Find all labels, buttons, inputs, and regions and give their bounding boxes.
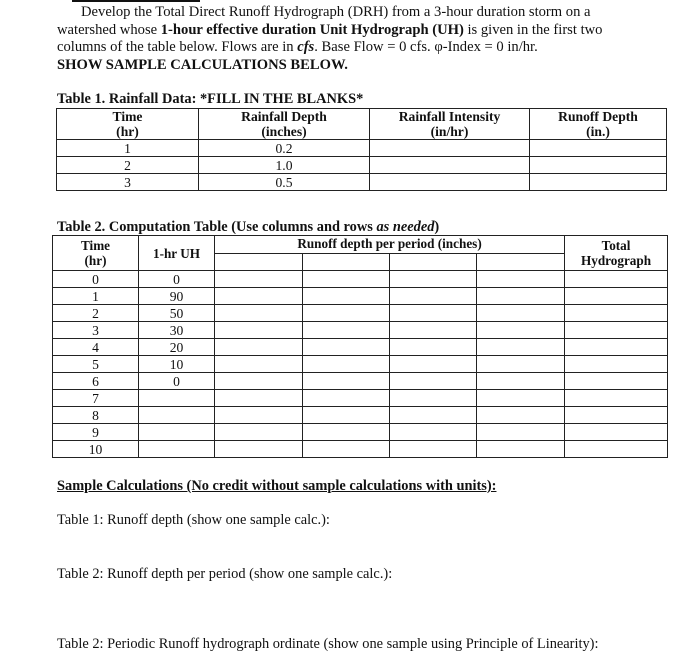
intro-line-3 xyxy=(57,39,677,57)
runoff-period-cell[interactable] xyxy=(390,356,477,373)
runoff-period-cell[interactable] xyxy=(303,305,390,322)
runoff-period-cell[interactable] xyxy=(303,288,390,305)
runoff-period-cell[interactable] xyxy=(477,441,565,458)
table2-time-cell: 0 xyxy=(53,271,139,288)
runoff-period-cell[interactable] xyxy=(303,271,390,288)
runoff-period-cell[interactable] xyxy=(215,373,303,390)
runoff-period-cell[interactable] xyxy=(390,305,477,322)
total-hydrograph-cell[interactable] xyxy=(565,373,668,390)
table-row xyxy=(53,407,668,424)
total-hydrograph-cell[interactable] xyxy=(565,305,668,322)
table1-runoff-blank[interactable] xyxy=(530,157,667,174)
runoff-period-cell[interactable] xyxy=(215,441,303,458)
runoff-period-cell[interactable] xyxy=(477,356,565,373)
table2-uh-cell: 50 xyxy=(139,305,215,322)
runoff-period-cell[interactable] xyxy=(477,339,565,356)
table1-intensity-blank[interactable] xyxy=(370,157,530,174)
runoff-period-cell[interactable] xyxy=(215,407,303,424)
table-row xyxy=(53,441,668,458)
intro-instruction: SHOW SAMPLE CALCULATIONS BELOW. xyxy=(57,56,348,73)
table2-time-cell: 5 xyxy=(53,356,139,373)
runoff-period-cell[interactable] xyxy=(390,407,477,424)
table1-depth-cell: 1.0 xyxy=(199,157,370,174)
question-table2-hydrograph: Table 2: Periodic Runoff hydrograph ordinate (show one sample using Principle of Linearity): xyxy=(57,636,599,652)
table1-time-cell: 3 xyxy=(57,174,199,191)
runoff-period-cell[interactable] xyxy=(477,271,565,288)
intro-line-2 xyxy=(57,22,677,40)
runoff-period-cell[interactable] xyxy=(215,253,303,271)
table-row xyxy=(53,305,668,322)
top-rule xyxy=(72,0,200,2)
table1-depth-cell: 0.5 xyxy=(199,174,370,191)
table-row xyxy=(57,174,667,191)
runoff-period-cell[interactable] xyxy=(477,322,565,339)
runoff-period-cell[interactable] xyxy=(390,373,477,390)
runoff-period-cell[interactable] xyxy=(215,305,303,322)
table-row xyxy=(57,157,667,174)
table2-time-cell: 3 xyxy=(53,322,139,339)
table-row xyxy=(53,339,668,356)
runoff-period-cell[interactable] xyxy=(303,424,390,441)
runoff-period-cell[interactable] xyxy=(303,356,390,373)
total-hydrograph-cell[interactable] xyxy=(565,356,668,373)
table2-time-cell: 7 xyxy=(53,390,139,407)
table2-uh-cell xyxy=(139,390,215,407)
runoff-period-cell[interactable] xyxy=(477,288,565,305)
table2-time-cell: 10 xyxy=(53,441,139,458)
table1-header-row xyxy=(57,109,667,140)
table-row xyxy=(53,373,668,390)
table2-uh-cell xyxy=(139,407,215,424)
table2-time-cell: 1 xyxy=(53,288,139,305)
runoff-period-cell[interactable] xyxy=(215,424,303,441)
table2-time-cell: 9 xyxy=(53,424,139,441)
table2-header-total: Total Hydrograph xyxy=(565,236,668,271)
problem-statement xyxy=(57,4,677,74)
total-hydrograph-cell[interactable] xyxy=(565,390,668,407)
table2-uh-cell: 0 xyxy=(139,271,215,288)
intro-line-2a: watershed whose xyxy=(57,21,161,38)
table2-uh-cell: 30 xyxy=(139,322,215,339)
runoff-period-cell[interactable] xyxy=(303,373,390,390)
table2-uh-cell: 10 xyxy=(139,356,215,373)
table2-uh-cell: 20 xyxy=(139,339,215,356)
runoff-period-cell[interactable] xyxy=(477,407,565,424)
sample-calculations-title: Sample Calculations (No credit without sample calculations with units): xyxy=(57,478,497,494)
runoff-period-cell[interactable] xyxy=(477,424,565,441)
total-hydrograph-cell[interactable] xyxy=(565,407,668,424)
table1-header-time: Time (hr) xyxy=(57,109,199,140)
runoff-period-cell[interactable] xyxy=(477,305,565,322)
table2-header-uh: 1-hr UH xyxy=(139,236,215,271)
intro-line-4 xyxy=(57,57,677,75)
table-row xyxy=(53,390,668,407)
runoff-period-cell[interactable] xyxy=(303,253,390,271)
table2-uh-cell xyxy=(139,441,215,458)
table1-intensity-blank[interactable] xyxy=(370,174,530,191)
question-table1-runoff: Table 1: Runoff depth (show one sample calc.): xyxy=(57,512,330,528)
runoff-period-cell[interactable] xyxy=(390,339,477,356)
table2-header-time: Time (hr) xyxy=(53,236,139,271)
runoff-period-cell[interactable] xyxy=(303,322,390,339)
runoff-period-cell[interactable] xyxy=(390,390,477,407)
table1-depth-cell: 0.2 xyxy=(199,140,370,157)
total-hydrograph-cell[interactable] xyxy=(565,339,668,356)
intro-line-2c: is given in the first two xyxy=(463,21,603,38)
table2-header-runoff-depth: Runoff depth per period (inches) xyxy=(215,236,565,254)
table2-uh-cell: 90 xyxy=(139,288,215,305)
table-row xyxy=(53,322,668,339)
table2-header-row xyxy=(53,236,668,254)
intro-line-3a: columns of the table below. Flows are in xyxy=(57,39,298,55)
table2-uh-cell: 0 xyxy=(139,373,215,390)
question-table2-runoff-period: Table 2: Runoff depth per period (show one sample calc.): xyxy=(57,566,393,582)
intro-line-3c: . Base Flow = 0 cfs. φ-Index = 0 in/hr. xyxy=(314,39,538,55)
table1-intensity-blank[interactable] xyxy=(370,140,530,157)
runoff-period-cell[interactable] xyxy=(215,356,303,373)
table2-uh-cell xyxy=(139,424,215,441)
intro-uh-emphasis: 1-hour effective duration Unit Hydrograph (UH) xyxy=(160,21,464,38)
runoff-period-cell[interactable] xyxy=(390,441,477,458)
runoff-period-cell[interactable] xyxy=(390,253,477,271)
runoff-period-cell[interactable] xyxy=(303,407,390,424)
table-row xyxy=(53,356,668,373)
total-hydrograph-cell[interactable] xyxy=(565,271,668,288)
table-row xyxy=(53,424,668,441)
table2-time-cell: 4 xyxy=(53,339,139,356)
computation-table xyxy=(52,235,668,458)
runoff-period-cell[interactable] xyxy=(477,390,565,407)
runoff-period-cell[interactable] xyxy=(477,253,565,271)
table-row xyxy=(53,288,668,305)
rainfall-table xyxy=(56,108,667,191)
runoff-period-cell[interactable] xyxy=(215,288,303,305)
runoff-period-cell[interactable] xyxy=(390,424,477,441)
runoff-period-cell[interactable] xyxy=(303,390,390,407)
runoff-period-cell[interactable] xyxy=(390,271,477,288)
table-row xyxy=(53,271,668,288)
runoff-period-cell[interactable] xyxy=(477,373,565,390)
table1-header-rainfall-intensity: Rainfall Intensity (in/hr) xyxy=(370,109,530,140)
table1-header-rainfall-depth: Rainfall Depth (inches) xyxy=(199,109,370,140)
table2-time-cell: 2 xyxy=(53,305,139,322)
table1-runoff-blank[interactable] xyxy=(530,140,667,157)
table-row xyxy=(57,140,667,157)
intro-units: cfs xyxy=(297,39,315,55)
total-hydrograph-cell[interactable] xyxy=(565,288,668,305)
runoff-period-cell[interactable] xyxy=(390,288,477,305)
table2-time-cell: 6 xyxy=(53,373,139,390)
table1-caption: Table 1. Rainfall Data: *FILL IN THE BLANKS* xyxy=(57,91,364,107)
runoff-period-cell[interactable] xyxy=(303,339,390,356)
table1-time-cell: 2 xyxy=(57,157,199,174)
table1-runoff-blank[interactable] xyxy=(530,174,667,191)
runoff-period-cell[interactable] xyxy=(215,271,303,288)
intro-line-1: Develop the Total Direct Runoff Hydrograph (DRH) from a 3-hour duration storm on a xyxy=(81,4,591,20)
runoff-period-cell[interactable] xyxy=(215,390,303,407)
runoff-period-cell[interactable] xyxy=(390,322,477,339)
table1-time-cell: 1 xyxy=(57,140,199,157)
runoff-period-cell[interactable] xyxy=(215,339,303,356)
runoff-period-cell[interactable] xyxy=(303,441,390,458)
runoff-period-cell[interactable] xyxy=(215,322,303,339)
table2-time-cell: 8 xyxy=(53,407,139,424)
table2-caption: Table 2. Computation Table (Use columns and rows as needed) xyxy=(57,219,440,235)
table1-header-runoff-depth: Runoff Depth (in.) xyxy=(530,109,667,140)
total-hydrograph-cell[interactable] xyxy=(565,424,668,441)
total-hydrograph-cell[interactable] xyxy=(565,322,668,339)
total-hydrograph-cell[interactable] xyxy=(565,441,668,458)
